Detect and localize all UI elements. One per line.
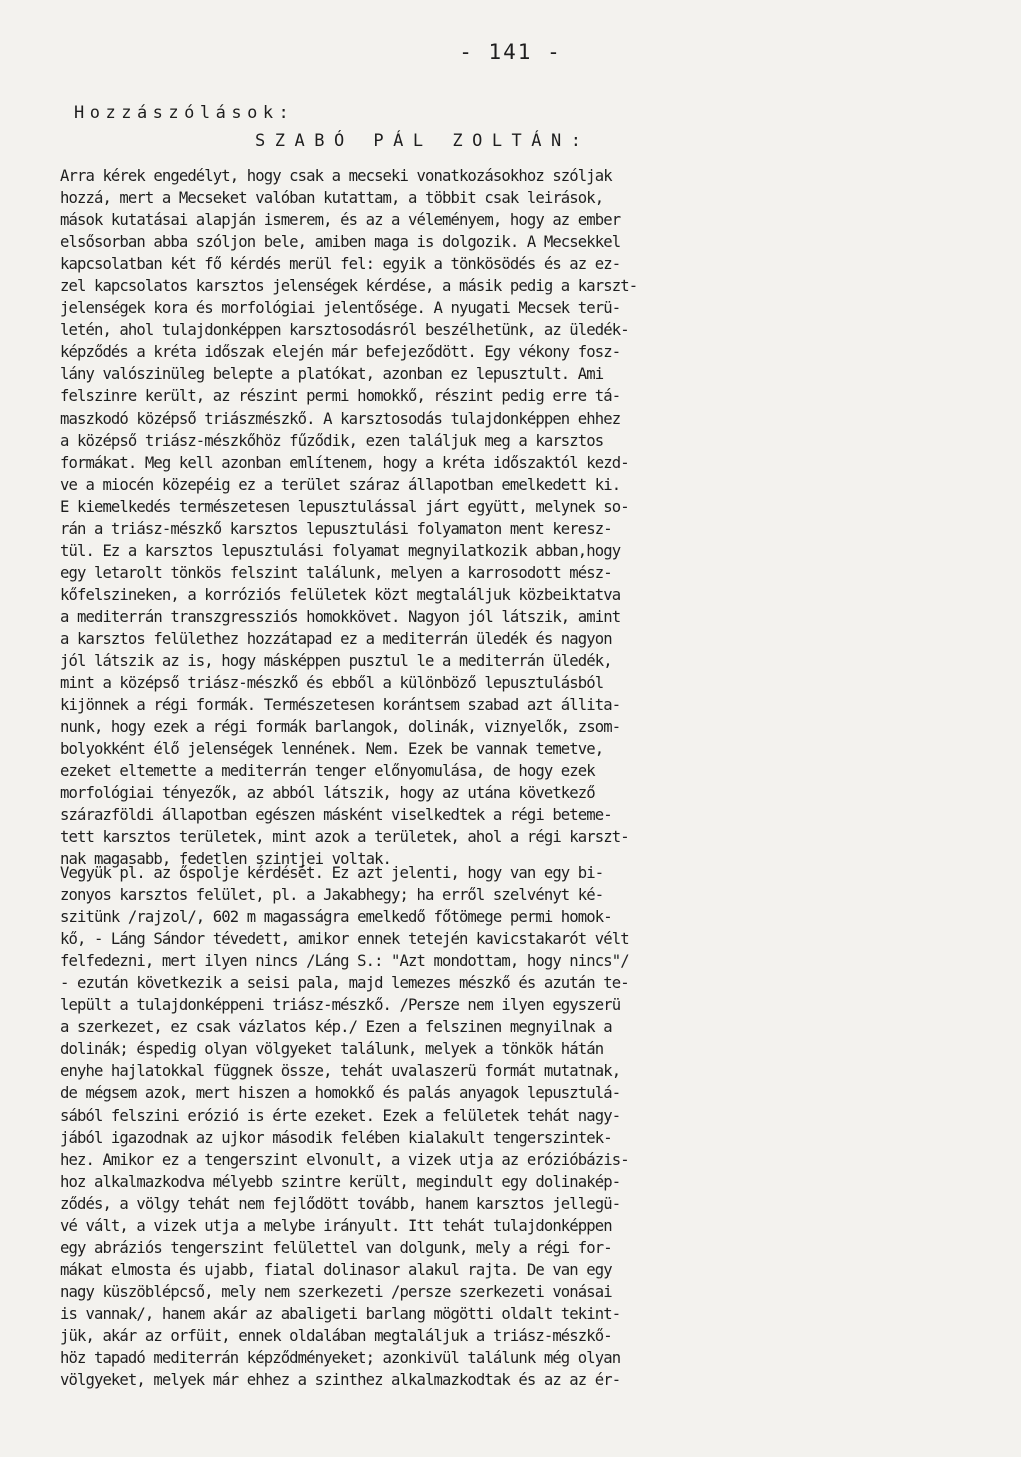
- text-line: sából felszini erózió is érte ezeket. Ezek a felületek tehát nagy-: [60, 1106, 621, 1125]
- text-line: a szerkezet, ez csak vázlatos kép./ Ezen a felszinen megnyilnak a: [60, 1018, 612, 1037]
- speaker-name: SZABÓ PÁL ZOLTÁN:: [255, 131, 591, 151]
- text-line: nunk, hogy ezek a régi formák barlangok, dolinák, viznyelők, zsom-: [60, 718, 621, 737]
- text-line: maszkodó középső triászmészkő. A karsztosodás tulajdonképpen ehhez: [60, 409, 621, 428]
- text-line: kijönnek a régi formák. Természetesen korántsem szabad azt állita-: [60, 696, 621, 715]
- text-line: tett karsztos területek, mint azok a területek, ahol a régi karszt-: [60, 828, 629, 847]
- text-line: ve a miocén közepéig ez a terület száraz állapotban emelkedett ki.: [60, 475, 621, 494]
- text-line: jük, akár az orfüit, ennek oldalában megtaláljuk a triász-mészkő-: [60, 1326, 612, 1345]
- text-line: jából igazodnak az ujkor második felében kialakult tengerszintek-: [60, 1128, 612, 1147]
- paragraph-2: [60, 862, 940, 1391]
- text-line: elsősorban abba szóljon bele, amiben maga is dolgozik. A Mecsekkel: [60, 233, 621, 252]
- text-line: jelenségek kora és morfológiai jelentősége. A nyugati Mecsek terü-: [60, 299, 621, 318]
- text-line: formákat. Meg kell azonban említenem, hogy a kréta időszaktól kezd-: [60, 453, 629, 472]
- text-line: is vannak/, hanem akár az abaligeti barlang mögötti oldalt tekint-: [60, 1304, 621, 1323]
- text-line: kő, - Láng Sándor tévedett, amikor ennek tetején kavicstakarót vélt: [60, 930, 629, 949]
- text-line: mások kutatásai alapján ismerem, és az a véleményem, hogy az ember: [60, 211, 621, 230]
- text-line: a karsztos felülethez hozzátapad ez a mediterrán üledék és nagyon: [60, 629, 612, 648]
- text-line: egy abráziós tengerszint felülettel van dolgunk, mely a régi for-: [60, 1238, 612, 1257]
- text-line: kőfelszineken, a korróziós felületek közt megtaláljuk közbeiktatva: [60, 585, 621, 604]
- text-line: szárazföldi állapotban egészen másként viselkedtek a régi beteme-: [60, 806, 612, 825]
- text-line: felszinre került, az részint permi homokkő, részint pedig erre tá-: [60, 387, 621, 406]
- text-line: vé vált, a vizek utja a melybe irányult. Itt tehát tulajdonképpen: [60, 1216, 612, 1235]
- text-line: E kiemelkedés természetesen lepusztulással járt együtt, melynek so-: [60, 497, 629, 516]
- text-line: mákat elmosta és ujabb, fiatal dolinasor alakul rajta. De van egy: [60, 1260, 612, 1279]
- text-line: hoz alkalmazkodva mélyebb szintre került, megindult egy dolinakép-: [60, 1172, 621, 1191]
- text-line: dolinák; éspedig olyan völgyeket találunk, melyek a tönkök hátán: [60, 1040, 604, 1059]
- text-line: morfológiai tényezők, az abból látszik, hogy az utána következő: [60, 784, 595, 803]
- text-line: mint a középső triász-mészkő és ebből a különböző lepusztulásból: [60, 674, 604, 693]
- text-line: de mégsem azok, mert hiszen a homokkő és palás anyagok lepusztulá-: [60, 1084, 621, 1103]
- text-line: tül. Ez a karsztos lepusztulási folyamat megnyilatkozik abban,hogy: [60, 541, 621, 560]
- text-line: a mediterrán transzgressziós homokkövet. Nagyon jól látszik, amint: [60, 607, 621, 626]
- text-line: enyhe hajlatokkal függnek össze, tehát uvalaszerü formát mutatnak,: [60, 1062, 621, 1081]
- section-heading: Hozzászólások:: [74, 103, 295, 123]
- text-line: Vegyük pl. az őspolje kérdését. Ez azt jelenti, hogy van egy bi-: [60, 864, 604, 882]
- text-line: felfedezni, mert ilyen nincs /Láng S.: "Azt mondottam, hogy nincs"/: [60, 952, 629, 971]
- text-line: jól látszik az is, hogy másképpen pusztul le a mediterrán üledék,: [60, 652, 612, 671]
- text-line: ezeket eltemette a mediterrán tenger előnyomulása, de hogy ezek: [60, 762, 595, 781]
- text-line: a középső triász-mészkőhöz fűződik, ezen találjuk meg a karsztos: [60, 431, 604, 450]
- page-number: - 141 -: [459, 40, 562, 64]
- text-line: képződés a kréta időszak elején már befejeződött. Egy vékony fosz-: [60, 343, 621, 362]
- text-line: ződés, a völgy tehát nem fejlődött tovább, hanem karsztos jellegü-: [60, 1194, 621, 1213]
- text-line: - ezután következik a seisi pala, majd lemezes mészkő és azután te-: [60, 974, 629, 993]
- paragraph-1: [60, 165, 940, 871]
- text-line: szitünk /rajzol/, 602 m magasságra emelkedő főtömege permi homok-: [60, 908, 612, 927]
- text-line: nak magasabb, fedetlen szintjei voltak.: [60, 850, 392, 869]
- text-line: hozzá, mert a Mecseket valóban kutattam, a többit csak leirások,: [60, 189, 604, 208]
- text-line: zonyos karsztos felület, pl. a Jakabhegy; ha erről szelvényt ké-: [60, 886, 604, 905]
- text-line: bolyokként élő jelenségek lennének. Nem. Ezek be vannak temetve,: [60, 740, 604, 759]
- text-line: letén, ahol tulajdonképpen karsztosodásról beszélhetünk, az üledék-: [60, 321, 629, 340]
- text-line: lány valószinüleg belepte a platókat, azonban ez lepusztult. Ami: [60, 365, 604, 384]
- text-line: völgyeket, melyek már ehhez a szinthez alkalmazkodtak és az az ér-: [60, 1371, 621, 1390]
- text-line: zel kapcsolatos karsztos jelenségek kérdése, a másik pedig a karszt-: [60, 277, 638, 296]
- text-line: höz tapadó mediterrán képződményeket; azonkivül találunk még olyan: [60, 1349, 621, 1368]
- text-line: rán a triász-mészkő karsztos lepusztulási folyamaton ment keresz-: [60, 519, 612, 538]
- text-line: Arra kérek engedélyt, hogy csak a mecseki vonatkozásokhoz szóljak: [60, 167, 612, 185]
- text-line: egy letarolt tönkös felszint találunk, melyen a karrosodott mész-: [60, 563, 612, 582]
- text-line: kapcsolatban két fő kérdés merül fel: egyik a tönkösödés és az ez-: [60, 255, 621, 274]
- text-line: lepült a tulajdonképpeni triász-mészkő. /Persze nem ilyen egyszerü: [60, 996, 621, 1015]
- text-line: nagy küszöblépcső, mely nem szerkezeti /persze szerkezeti vonásai: [60, 1282, 612, 1301]
- text-line: hez. Amikor ez a tengerszint elvonult, a vizek utja az erózióbázis-: [60, 1150, 629, 1169]
